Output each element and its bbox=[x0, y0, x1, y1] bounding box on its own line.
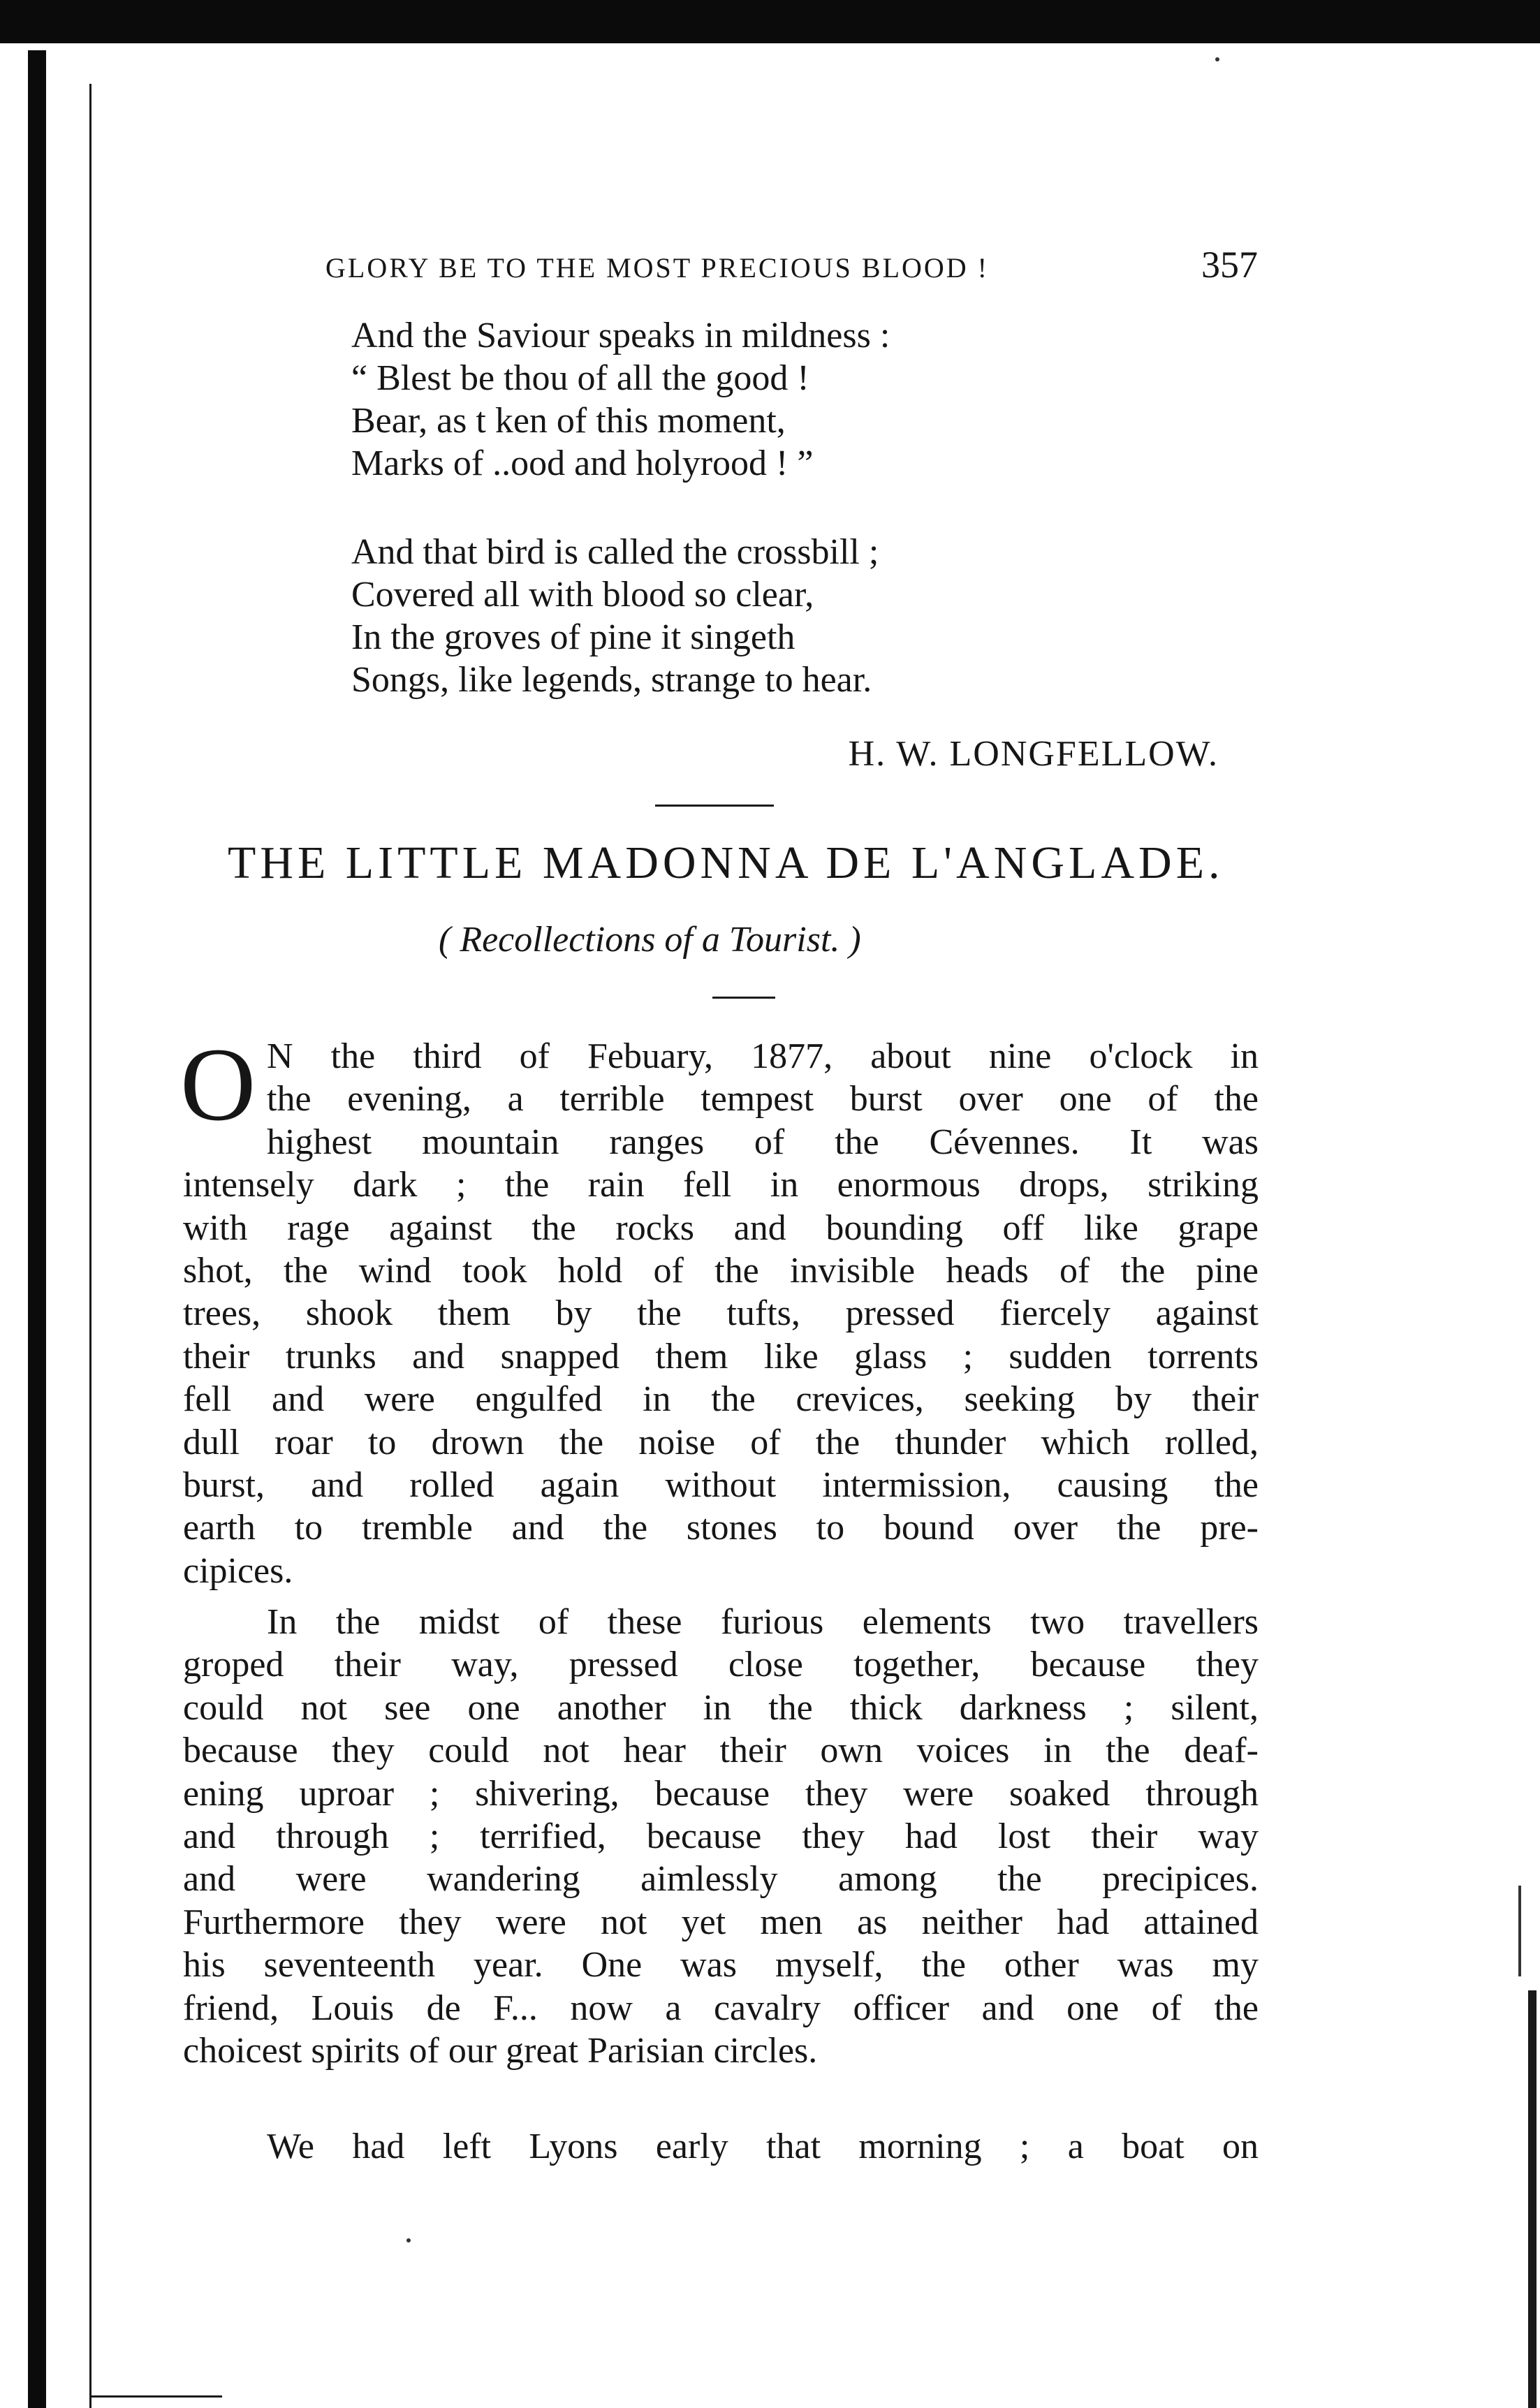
title-divider bbox=[712, 997, 775, 999]
text-line: the evening, a terrible tempest burst over one of the bbox=[267, 1079, 1259, 1119]
text-line: highest mountain ranges of the Cévennes. It was bbox=[267, 1122, 1259, 1162]
verse-line: Covered all with blood so clear, bbox=[351, 575, 814, 615]
verse-line: Bear, as t ken of this moment, bbox=[351, 401, 786, 441]
text-line: with rage against the rocks and bounding off like grape bbox=[183, 1207, 1259, 1248]
text-line: and through ; terrified, because they had lost their way bbox=[183, 1816, 1259, 1856]
text-line: We had left Lyons early that morning ; a boat on bbox=[267, 2127, 1259, 2166]
page-header bbox=[325, 243, 1258, 292]
text-line: and were wandering aimlessly among the precipices. bbox=[183, 1859, 1259, 1900]
scan-border-bottom bbox=[89, 2395, 222, 2398]
poem-author: H. W. LONGFELLOW. bbox=[848, 734, 1219, 774]
text-line: trees, shook them by the tufts, pressed fiercely against bbox=[183, 1293, 1259, 1334]
verse-line: Marks of ..ood and holyrood ! ” bbox=[351, 443, 814, 483]
text-line: fell and were engulfed in the crevices, seeking by their bbox=[183, 1379, 1259, 1420]
page-number: 357 bbox=[1201, 244, 1258, 286]
scan-border-left bbox=[28, 50, 46, 2408]
text-line: dull roar to drown the noise of the thunder which rolled, bbox=[183, 1422, 1259, 1462]
poem-stanza bbox=[351, 314, 890, 485]
section-divider bbox=[655, 805, 774, 807]
verse-line: In the groves of pine it singeth bbox=[351, 617, 795, 657]
text-line: ening uproar ; shivering, because they were soaked through bbox=[183, 1773, 1259, 1814]
text-line: In the midst of these furious elements two travellers bbox=[267, 1602, 1259, 1642]
text-line: shot, the wind took hold of the invisible heads of the pine bbox=[183, 1250, 1259, 1291]
poem-stanza bbox=[351, 531, 879, 701]
verse-line: Songs, like legends, strange to hear. bbox=[351, 660, 872, 700]
paragraph bbox=[183, 2125, 1259, 2168]
running-head: GLORY BE TO THE MOST PRECIOUS BLOOD ! bbox=[325, 252, 989, 284]
article-title: THE LITTLE MADONNA DE L'ANGLADE. bbox=[228, 837, 1224, 888]
paragraph bbox=[183, 1601, 1259, 2072]
article-subtitle: ( Recollections of a Tourist. ) bbox=[439, 920, 861, 960]
verse-line: And the Saviour speaks in mildness : bbox=[351, 316, 890, 355]
scan-speck bbox=[1215, 57, 1219, 61]
text-line: intensely dark ; the rain fell in enormous drops, striking bbox=[183, 1165, 1259, 1205]
text-line: N the third of Febuary, 1877, about nine o'clock in bbox=[267, 1036, 1259, 1076]
text-line: Furthermore they were not yet men as neither had attained bbox=[183, 1902, 1259, 1942]
text-line: his seventeenth year. One was myself, the other was my bbox=[183, 1945, 1259, 1985]
text-line: friend, Louis de F... now a cavalry officer and one of the bbox=[183, 1988, 1259, 2028]
scan-edge-mark bbox=[1518, 1886, 1521, 1976]
paragraph bbox=[183, 1035, 1259, 1592]
text-line: cipices. bbox=[183, 1550, 293, 1591]
text-line: choicest spirits of our great Parisian circles. bbox=[183, 2030, 818, 2071]
scan-border-top bbox=[0, 0, 1540, 43]
scan-border-right bbox=[1528, 1990, 1537, 2408]
scan-margin-line bbox=[89, 84, 91, 2408]
text-line: earth to tremble and the stones to bound over the pre- bbox=[183, 1508, 1259, 1548]
drop-cap-letter: O bbox=[180, 1027, 256, 1143]
text-line: their trunks and snapped them like glass ; sudden torrents bbox=[183, 1336, 1259, 1376]
verse-line: “ Blest be thou of all the good ! bbox=[351, 358, 809, 398]
scan-speck bbox=[406, 2238, 411, 2242]
text-line: because they could not hear their own voices in the deaf- bbox=[183, 1731, 1259, 1771]
verse-line: And that bird is called the crossbill ; bbox=[351, 532, 879, 572]
text-line: burst, and rolled again without intermission, causing the bbox=[183, 1464, 1259, 1505]
text-line: groped their way, pressed close together, because they bbox=[183, 1645, 1259, 1685]
text-line: could not see one another in the thick darkness ; silent, bbox=[183, 1687, 1259, 1728]
